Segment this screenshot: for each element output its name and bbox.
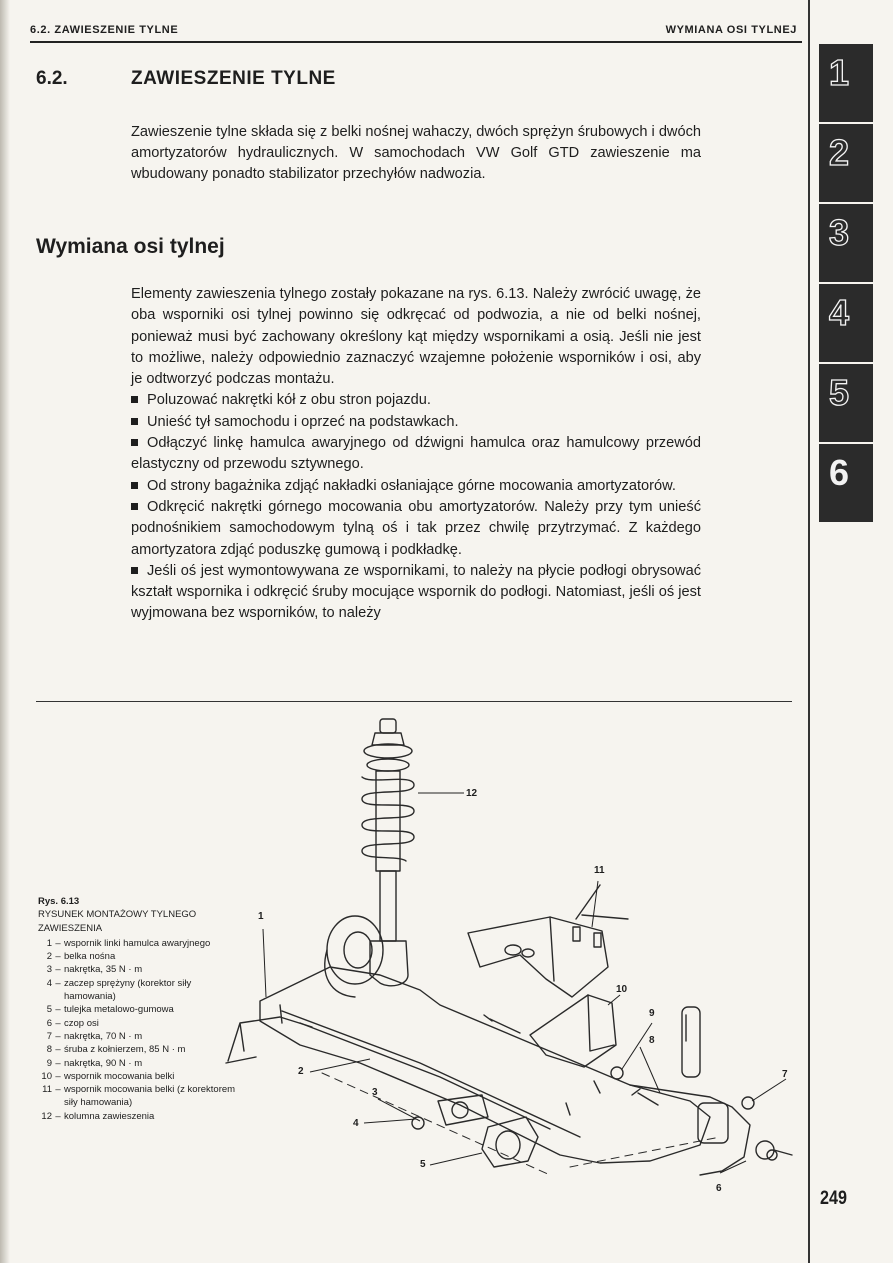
trailing-arm-drawing: [630, 1085, 792, 1175]
legend-item: 8 – śruba z kołnierzem, 85 N · m: [46, 1044, 186, 1056]
legend-item: 9 – nakrętka, 90 N · m: [46, 1057, 143, 1069]
legend-item: 10 – wspornik mocowania belki: [41, 1070, 175, 1082]
callout-11: 11: [594, 865, 605, 876]
running-header-left: 6.2. ZAWIESZENIE TYLNE: [30, 24, 179, 36]
upper-bracket-drawing: [468, 885, 628, 997]
legend-item: 5 – tulejka metalowo-gumowa: [46, 1004, 174, 1016]
legend-item: 1 – wspornik linki hamulca awaryjnego: [46, 937, 211, 949]
shock-absorber-drawing: [682, 1007, 700, 1077]
callout-8: 8: [649, 1035, 655, 1046]
callout-1: 1: [258, 911, 264, 922]
legend-item: 2 – belka nośna: [46, 951, 116, 963]
chapter-tab-2[interactable]: 2: [819, 124, 873, 202]
chapter-tab-3[interactable]: 3: [819, 204, 873, 282]
legend-item: 3 – nakrętka, 35 N · m: [46, 964, 143, 976]
step-item: Odkręcić nakrętki górnego mocowania obu amortyzatorów. Należy przy tym unieść podnośnikiem samochodowym tylną oś i tak przez chwilę przytrzymać. Z każdego amortyzatora zdjąć poduszkę gumową i podkładkę.: [131, 498, 701, 558]
suspension-drawing: [220, 705, 810, 1225]
bullet-icon: [131, 396, 138, 403]
fasteners-drawing: [566, 1067, 754, 1115]
step-item: Unieść tył samochodu i oprzeć na podstawkach.: [131, 412, 701, 433]
running-header-right: WYMIANA OSI TYLNEJ: [665, 24, 797, 36]
section-number: 6.2.: [36, 68, 68, 89]
legend-item: 12 – kolumna zawieszenia: [41, 1110, 155, 1122]
bullet-icon: [131, 567, 138, 574]
chapter-tab-6-active[interactable]: 6: [819, 444, 873, 522]
legend-item: 11 – wspornik mocowania belki (z korektorem siły hamowania): [42, 1084, 236, 1109]
callout-9: 9: [649, 1008, 655, 1019]
figure-title: RYSUNEK MONTAŻOWY TYLNEGO ZAWIESZENIA: [38, 909, 197, 934]
subsection-intro-paragraph: Elementy zawieszenia tylnego zostały pokazane na rys. 6.13. Należy zwrócić uwagę, że oba wsporniki osi tylnej powinno się odkręcać od podwozia, a nie od belki nośnej, ponieważ musi być zachowany określony kąt między wspornikami a osią. Jeśli nie jest to możliwe, należy odpowiednio zaznaczyć wzajemne położenie wsporników i osi, aby je odtworzyć podczas montażu.: [131, 286, 701, 388]
subsection-heading: Wymiana osi tylnej: [36, 235, 225, 258]
bullet-icon: [131, 482, 138, 489]
callout-5: 5: [420, 1159, 426, 1170]
step-item: Poluzować nakrętki kół z obu stron pojazdu.: [131, 390, 701, 411]
subsection-body: [131, 284, 701, 625]
chapter-tab-1[interactable]: 1: [819, 44, 873, 122]
chapter-tab-5[interactable]: 5: [819, 364, 873, 442]
bullet-icon: [131, 503, 138, 510]
margin-rule: [808, 0, 810, 1263]
lower-bracket-drawing: [484, 995, 616, 1067]
figure-caption: [38, 895, 238, 1123]
header-rule: [30, 41, 802, 43]
section-intro-paragraph: Zawieszenie tylne składa się z belki nośnej wahaczy, dwóch sprężyn śrubowych i dwóch amortyzatorów hydraulicznych. W samochodach VW Golf GTD zawieszenie ma wbudowany ponadto stabilizator przechyłów nadwozia.: [131, 124, 701, 182]
bushing-drawing: [482, 1117, 538, 1167]
chapter-tab-4[interactable]: 4: [819, 284, 873, 362]
callout-4: 4: [353, 1118, 359, 1129]
figure-legend: [38, 937, 238, 1123]
page-number: 249: [820, 1188, 847, 1209]
strut-column-drawing: [362, 719, 414, 986]
page-binding-shadow: [0, 0, 10, 1263]
figure-label: Rys. 6.13: [38, 896, 80, 907]
step-item: Odłączyć linkę hamulca awaryjnego od dźwigni hamulca oraz hamulcowy przewód elastyczny od przewodu sztywnego.: [131, 435, 701, 473]
legend-item: 6 – czop osi: [46, 1017, 99, 1029]
bullet-icon: [131, 439, 138, 446]
callout-3: 3: [372, 1087, 378, 1098]
callout-7: 7: [782, 1069, 788, 1080]
callout-12: 12: [466, 788, 478, 799]
bullet-icon: [131, 418, 138, 425]
legend-item: 4 – zaczep sprężyny (korektor siły hamowania): [46, 977, 192, 1003]
callout-10: 10: [616, 984, 628, 995]
callout-2: 2: [298, 1066, 304, 1077]
step-item: Jeśli oś jest wymontowywana ze wspornikami, to należy na płycie podłogi obrysować kształt wspornika i odkręcić śruby mocujące wspornik do podłogi. Natomiast, jeśli oś jest wyjmowana bez wsporników, to należy: [131, 562, 701, 622]
legend-item: 7 – nakrętka, 70 N · m: [46, 1030, 143, 1042]
figure-rule: [36, 701, 792, 702]
brake-drum-drawing: [325, 916, 383, 997]
callout-6: 6: [716, 1183, 722, 1194]
axle-beam-drawing: [260, 967, 710, 1163]
section-title: ZAWIESZENIE TYLNE: [131, 68, 336, 89]
cable-bracket-drawing: [226, 1017, 312, 1063]
step-item: Od strony bagażnika zdjąć nakładki osłaniające górne mocowania amortyzatorów.: [131, 476, 701, 497]
suspension-diagram: [220, 705, 810, 1225]
